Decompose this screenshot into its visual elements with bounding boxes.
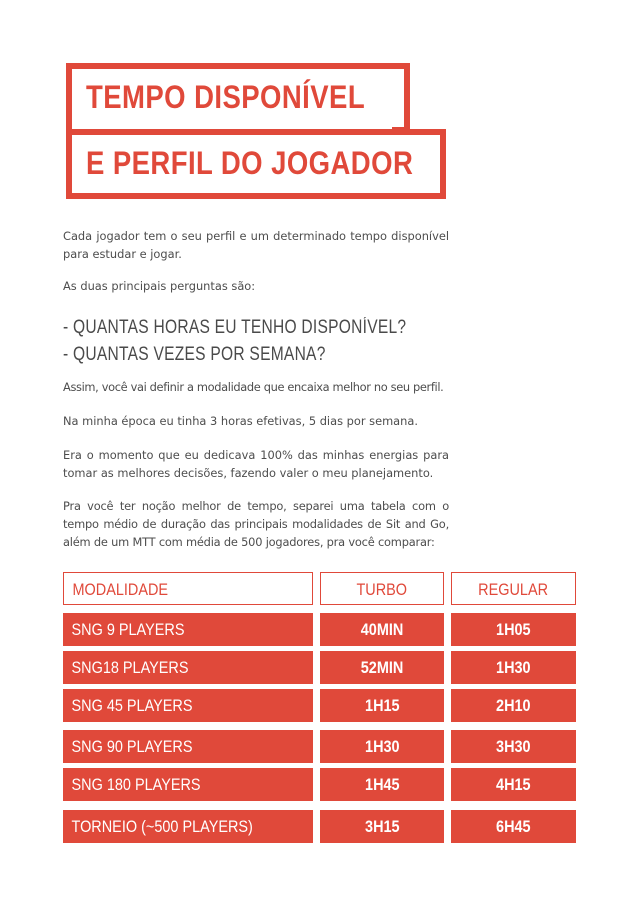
cell-turbo: 3H15 — [320, 810, 444, 843]
cell-modalidade: SNG 180 PLAYERS — [63, 768, 313, 801]
body-paragraph-3: Assim, você vai definir a modalidade que encaixa melhor no seu perfil. — [63, 380, 444, 394]
intro-paragraph-2: As duas principais perguntas são: — [63, 279, 256, 293]
header-turbo: TURBO — [320, 572, 444, 605]
body-paragraph-4: Na minha época eu tinha 3 horas efetivas, 5 dias por semana. — [63, 414, 418, 428]
title-line1: TEMPO DISPONÍVEL — [86, 79, 366, 115]
cell-modalidade: SNG 45 PLAYERS — [63, 689, 313, 722]
cell-regular: 6H45 — [451, 810, 576, 843]
table-header-row — [63, 572, 576, 605]
title-box-line2 — [66, 129, 446, 199]
table-row — [63, 651, 576, 684]
header-regular: REGULAR — [451, 572, 576, 605]
body-paragraph-5: Era o momento que eu dedicava 100% das minhas energias para tomar as melhores decisões, fazendo valer o meu planejamento. — [63, 448, 449, 480]
question-2: - QUANTAS VEZES POR SEMANA? — [63, 344, 326, 365]
intro-paragraph-1: Cada jogador tem o seu perfil e um determinado tempo disponível para estudar e jogar. — [63, 229, 449, 261]
cell-modalidade: SNG18 PLAYERS — [63, 651, 313, 684]
title-joiner — [72, 117, 392, 129]
cell-modalidade: SNG 90 PLAYERS — [63, 730, 313, 763]
table-row — [63, 768, 576, 801]
cell-regular: 1H05 — [451, 613, 576, 646]
cell-regular: 2H10 — [451, 689, 576, 722]
cell-modalidade: SNG 9 PLAYERS — [63, 613, 313, 646]
cell-turbo: 40MIN — [320, 613, 444, 646]
header-modalidade: MODALIDADE — [63, 572, 313, 605]
cell-turbo: 1H15 — [320, 689, 444, 722]
table-row — [63, 730, 576, 763]
title-line2: E PERFIL DO JOGADOR — [86, 145, 414, 181]
table-row — [63, 810, 576, 843]
cell-regular: 3H30 — [451, 730, 576, 763]
question-1: - QUANTAS HORAS EU TENHO DISPONÍVEL? — [63, 317, 407, 338]
body-paragraph-6: Pra você ter noção melhor de tempo, separei uma tabela com o tempo médio de duração das principais modalidades de Sit and Go, além de um MTT com média de 500 jogadores, pra você comparar: — [63, 499, 449, 549]
cell-turbo: 52MIN — [320, 651, 444, 684]
cell-regular: 4H15 — [451, 768, 576, 801]
cell-modalidade: TORNEIO (~500 PLAYERS) — [63, 810, 313, 843]
table-row — [63, 613, 576, 646]
table-row — [63, 689, 576, 722]
cell-turbo: 1H45 — [320, 768, 444, 801]
cell-turbo: 1H30 — [320, 730, 444, 763]
cell-regular: 1H30 — [451, 651, 576, 684]
